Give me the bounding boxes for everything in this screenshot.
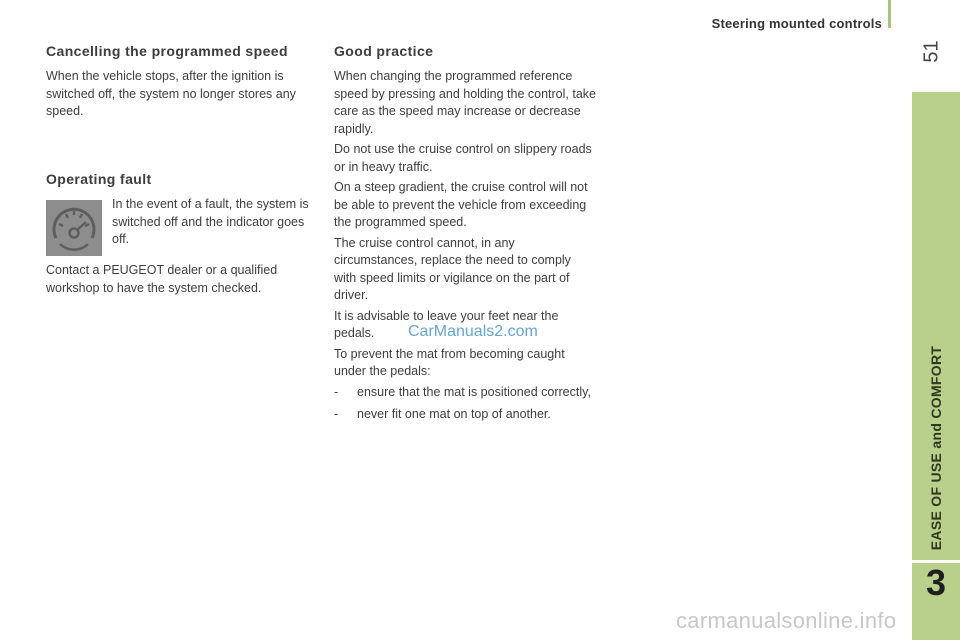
good-practice-paragraph: It is advisable to leave your feet near the pedals. xyxy=(334,308,559,340)
chapter-label: EASE OF USE and COMFORT xyxy=(928,345,944,551)
operating-fault-heading: Operating fault xyxy=(46,171,152,187)
contact-dealer-block xyxy=(46,262,316,297)
header-divider xyxy=(888,0,891,28)
bullet-text: never fit one mat on top of another. xyxy=(357,407,551,421)
good-practice-bullets xyxy=(334,384,596,424)
good-practice-section xyxy=(334,43,596,429)
cancelling-section xyxy=(46,43,316,121)
footer-watermark: carmanualsonline.info xyxy=(676,608,897,633)
operating-fault-description xyxy=(112,196,316,249)
cancelling-body: When the vehicle stops, after the ignition is switched off, the system no longer stores any speed. xyxy=(46,69,296,118)
chapter-number: 3 xyxy=(925,562,947,603)
section-title: Steering mounted controls xyxy=(711,16,882,31)
operating-fault-section xyxy=(46,171,316,187)
cancelling-heading: Cancelling the programmed speed xyxy=(46,43,288,59)
bullet-marker: - xyxy=(334,407,339,421)
good-practice-paragraph: When changing the programmed reference speed by pressing and holding the control, take care as the speed may increase or decrease rapidly. xyxy=(334,69,596,136)
speedometer-icon-graphic xyxy=(46,200,102,256)
page-number: 51 xyxy=(920,40,943,63)
speedometer-warning-icon xyxy=(46,200,102,256)
center-watermark: CarManuals2.com xyxy=(408,323,538,340)
operating-fault-body: In the event of a fault, the system is switched off and the indicator goes off. xyxy=(112,197,309,246)
bullet-text: ensure that the mat is positioned correctly, xyxy=(357,384,591,399)
good-practice-heading: Good practice xyxy=(334,43,434,59)
bullet-marker: - xyxy=(334,384,339,399)
operating-fault-contact: Contact a PEUGEOT dealer or a qualified workshop to have the system checked. xyxy=(46,263,278,295)
good-practice-paragraph: To prevent the mat from becoming caught under the pedals: xyxy=(334,346,565,378)
bullet-item xyxy=(334,406,596,424)
bullet-item xyxy=(334,384,596,402)
good-practice-paragraph: Do not use the cruise control on slippery roads or in heavy traffic. xyxy=(334,142,592,174)
good-practice-paragraph: The cruise control cannot, in any circumstances, replace the need to comply with speed limits or vigilance on the part of driver. xyxy=(334,235,571,302)
good-practice-paragraph: On a steep gradient, the cruise control will not be able to prevent the vehicle from exceeding the programmed speed. xyxy=(334,180,588,229)
